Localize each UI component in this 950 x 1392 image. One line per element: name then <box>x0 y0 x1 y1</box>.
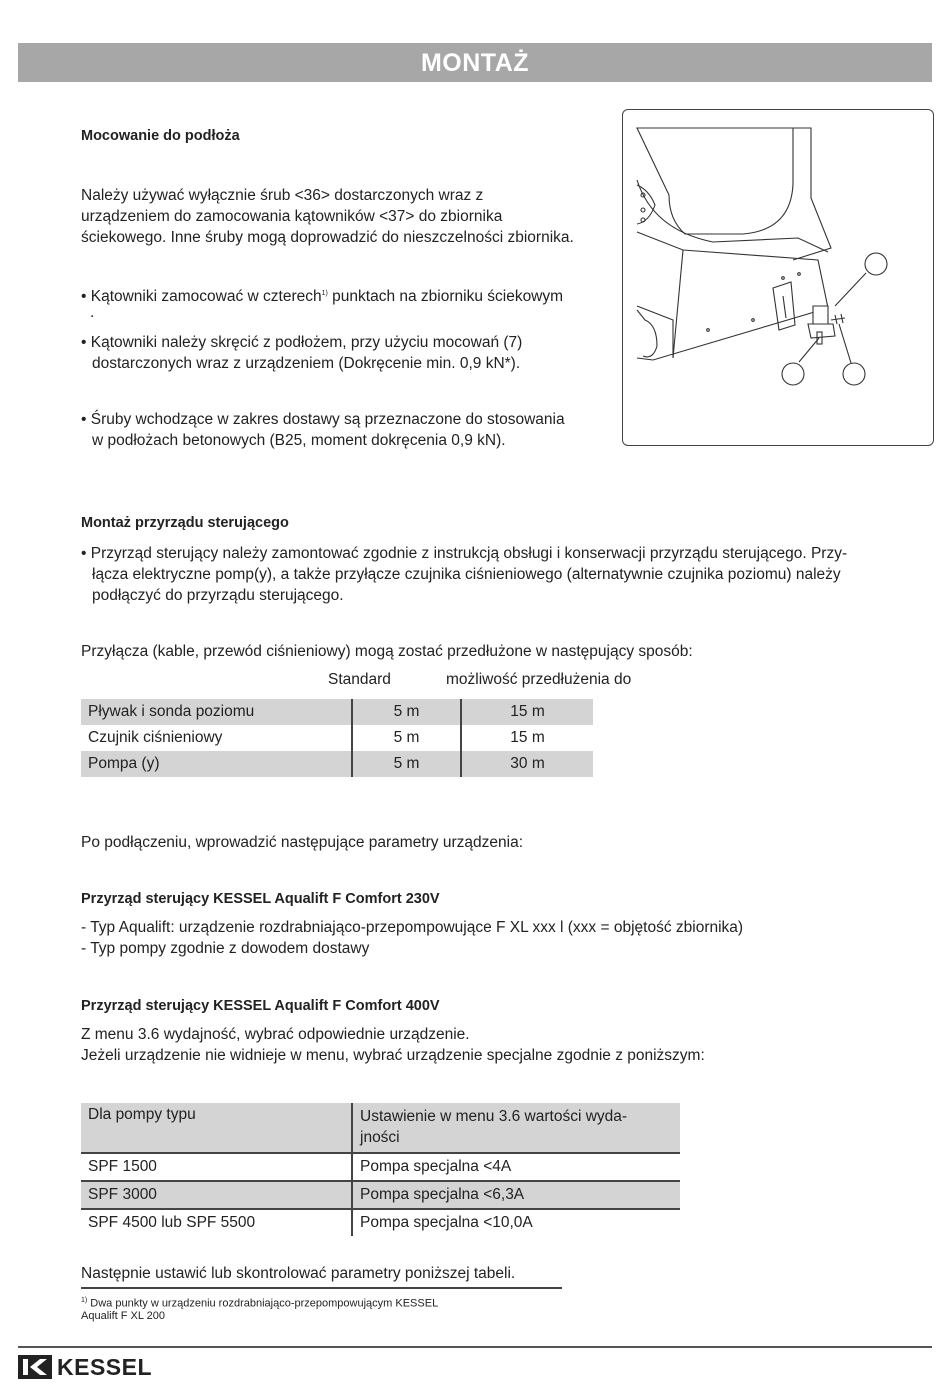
table-cell: Pompa specjalna <4A <box>352 1153 680 1181</box>
table-row <box>81 1153 680 1181</box>
bracket-drawing <box>623 110 933 445</box>
section-heading-mounting: Mocowanie do podłoża <box>81 128 240 144</box>
header-line: jności <box>360 1129 400 1146</box>
pump-table <box>81 1103 680 1236</box>
brand-logo <box>18 1354 152 1380</box>
footnote-text: Dwa punkty w urządzeniu rozdrabniająco-przepompowującym KESSEL <box>87 1297 439 1310</box>
footnote-marker: 1) <box>321 290 328 297</box>
table-row <box>81 725 593 751</box>
table-cell: 15 m <box>510 729 545 746</box>
table-row <box>81 1209 680 1236</box>
table-row <box>81 699 593 725</box>
table-row <box>81 1181 680 1209</box>
bullet-continuation: podłączyć do przyrządu sterującego. <box>92 587 344 604</box>
kessel-logo-icon <box>18 1355 52 1379</box>
header-line: Ustawienie w menu 3.6 wartości wyda- <box>360 1108 628 1125</box>
final-instruction: Następnie ustawić lub skontrolować parametry poniższej tabeli. <box>81 1265 516 1282</box>
section-heading-230v: Przyrząd sterujący KESSEL Aqualift F Comfort 230V <box>81 891 440 907</box>
paragraph-line: Należy używać wyłącznie śrub <36> dostarczonych wraz z <box>81 187 484 204</box>
table-cell: 15 m <box>461 699 593 725</box>
section-heading-400v: Przyrząd sterujący KESSEL Aqualift F Comfort 400V <box>81 998 440 1014</box>
table-cell: 30 m <box>461 751 593 777</box>
table-cell: SPF 3000 <box>81 1181 352 1209</box>
bullet-control: • Przyrząd sterujący należy zamontować zgodnie z instrukcją obsługi i konserwacji przyrządu sterującego. Przy- <box>81 545 848 562</box>
table-cell: SPF 1500 <box>81 1153 352 1181</box>
brand-name: KESSEL <box>57 1353 153 1380</box>
footnote-marker: 1) <box>81 1297 88 1304</box>
list-line: - Typ Aqualift: urządzenie rozdrabniająco-przepompowujące F XL xxx l (xxx = objętość zbiornika) <box>81 919 744 936</box>
table-cell: 5 m <box>352 725 461 751</box>
bullet-continuation: dostarczonych wraz z urządzeniem (Dokręcenie min. 0,9 kN*). <box>92 355 521 372</box>
table-header-cell: Dla pompy typu <box>81 1103 352 1153</box>
footnote-divider <box>81 1287 562 1289</box>
footer-divider <box>18 1346 932 1348</box>
table-cell: Pompa specjalna <6,3A <box>352 1181 680 1209</box>
paragraph-line: Jeżeli urządzenie nie widnieje w menu, wybrać urządzenie specjalne zgodnie z poniższym: <box>81 1047 705 1064</box>
column-header-extension: możliwość przedłużenia do <box>446 671 632 688</box>
table-cell: 5 m <box>352 699 461 725</box>
extension-intro: Przyłącza (kable, przewód ciśnieniowy) mogą zostać przedłużone w następujący sposób: <box>81 643 693 660</box>
bullet-continuation: . <box>90 304 95 321</box>
table-cell: Czujnik ciśnieniowy <box>81 725 352 751</box>
paragraph-line: ściekowego. Inne śruby mogą doprowadzić do nieszczelności zbiornika. <box>81 229 574 246</box>
bullet-continuation: łącza elektryczne pomp(y), a także przyłącze czujnika ciśnieniowego (alternatywnie czujnika poziomu) należy <box>92 566 841 583</box>
page-header <box>18 43 932 82</box>
section-heading-control: Montaż przyrządu sterującego <box>81 515 289 531</box>
bullet-brackets <box>81 283 563 307</box>
table-row <box>81 751 593 777</box>
parameters-intro: Po podłączeniu, wprowadzić następujące parametry urządzenia: <box>81 834 523 851</box>
page-title: MONTAŻ <box>420 49 530 77</box>
table-cell: SPF 4500 lub SPF 5500 <box>81 1209 352 1236</box>
paragraph-line: urządzeniem do zamocowania kątowników <37> do zbiornika <box>81 208 503 225</box>
mounting-illustration <box>622 109 934 446</box>
bullet-fixing: • Kątowniki należy skręcić z podłożem, przy użyciu mocowań (7) <box>81 334 523 351</box>
bullet-text: punktach na zbiorniku ściekowym <box>327 288 564 306</box>
extension-table <box>81 699 593 777</box>
table-cell: 5 m <box>352 751 461 777</box>
table-header-row <box>81 1103 680 1153</box>
list-line: - Typ pompy zgodnie z dowodem dostawy <box>81 940 370 957</box>
table-cell: Pływak i sonda poziomu <box>81 699 352 725</box>
table-cell: Pompa (y) <box>81 751 352 777</box>
table-cell: Pompa specjalna <10,0A <box>360 1214 533 1231</box>
bullet-text: • Kątowniki zamocować w czterech <box>81 288 322 306</box>
paragraph-line: Z menu 3.6 wydajność, wybrać odpowiednie urządzenie. <box>81 1026 470 1043</box>
column-header-standard: Standard <box>328 671 391 688</box>
footnote-continuation: Aqualift F XL 200 <box>81 1310 165 1322</box>
table-header-cell <box>352 1103 680 1153</box>
bullet-screws: • Śruby wchodzące w zakres dostawy są przeznaczone do stosowania <box>81 411 565 428</box>
bullet-continuation: w podłożach betonowych (B25, moment dokręcenia 0,9 kN). <box>92 432 506 449</box>
